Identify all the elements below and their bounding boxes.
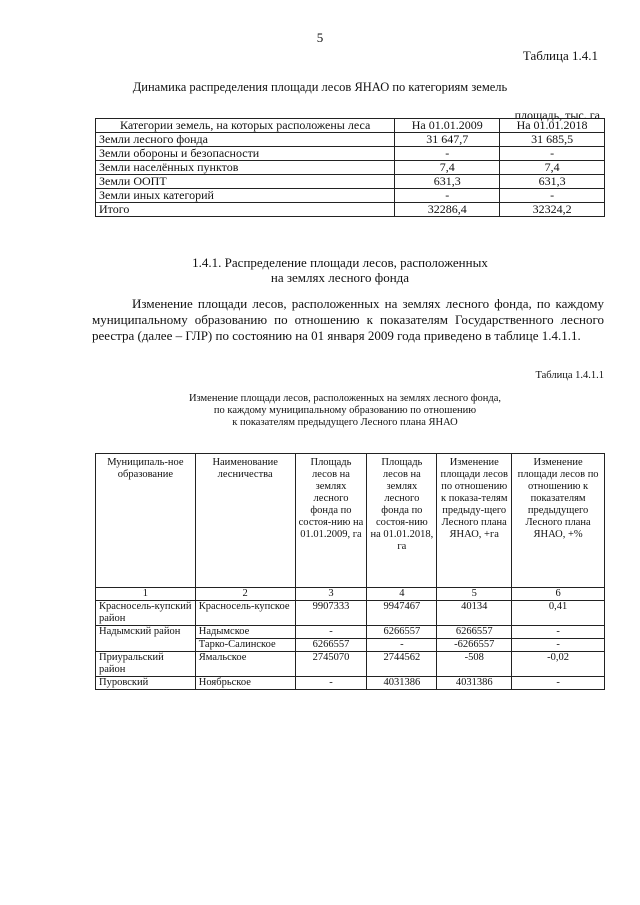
section-heading: [0, 255, 640, 285]
category-cell: Итого: [96, 203, 395, 217]
table-row: [96, 652, 605, 677]
header-forestry: Наименование лесничества: [195, 454, 295, 588]
value-cell: 2744562: [367, 652, 437, 677]
forestry-cell: Надымское: [195, 626, 295, 639]
value-cell: 631,3: [395, 175, 500, 189]
header-2009: На 01.01.2009: [395, 119, 500, 133]
value-cell: -: [500, 147, 605, 161]
table1-unit: площадь, тыс. га: [514, 108, 600, 122]
table2-title: [0, 393, 640, 429]
category-cell: Земли обороны и безопасности: [96, 147, 395, 161]
value-cell: -: [512, 626, 605, 639]
value-cell: 6266557: [367, 626, 437, 639]
column-index: 1: [96, 588, 196, 601]
forestry-cell: Ноябрьское: [195, 677, 295, 690]
column-index: 4: [367, 588, 437, 601]
value-cell: 31 647,7: [395, 133, 500, 147]
table2-title-line: Изменение площади лесов, расположенных на землях лесного фонда,: [188, 393, 502, 404]
value-cell: 6266557: [295, 639, 367, 652]
forestry-cell: Ямальское: [195, 652, 295, 677]
value-cell: -: [500, 189, 605, 203]
header-municipality: Муниципаль-ное образование: [96, 454, 196, 588]
body-paragraph: Изменение площади лесов, расположенных на землях лесного фонда, по каждому муниципальному образованию по отношению к показателям Государственного лесного реестра (далее – ГЛР) по состоянию на 01 января 2009 года приведено в таблице 1.4.1.1.: [92, 296, 604, 343]
land-category-table: [95, 118, 605, 217]
value-cell: -508: [437, 652, 512, 677]
value-cell: 4031386: [437, 677, 512, 690]
value-cell: 40134: [437, 601, 512, 626]
value-cell: -: [395, 189, 500, 203]
category-cell: Земли населённых пунктов: [96, 161, 395, 175]
table-row: [96, 601, 605, 626]
table-row: [96, 133, 605, 147]
value-cell: -: [367, 639, 437, 652]
header-area-2018: Площадь лесов на землях лесного фонда по состоя-нию на 01.01.2018, га: [367, 454, 437, 588]
table-header-row: [96, 454, 605, 588]
value-cell: -: [512, 677, 605, 690]
column-index: 6: [512, 588, 605, 601]
table2-label: Таблица 1.4.1.1: [535, 370, 604, 381]
value-cell: 9907333: [295, 601, 367, 626]
value-cell: 32286,4: [395, 203, 500, 217]
table1-label: Таблица 1.4.1: [522, 48, 598, 63]
value-cell: 631,3: [500, 175, 605, 189]
municipality-cell: Пуровский: [96, 677, 196, 690]
forestry-cell: Тарко-Салинское: [195, 639, 295, 652]
table-row: [96, 161, 605, 175]
value-cell: 6266557: [437, 626, 512, 639]
value-cell: -0,02: [512, 652, 605, 677]
header-area-2009: Площадь лесов на землях лесного фонда по состоя-нию на 01.01.2009, га: [295, 454, 367, 588]
section-heading-line: на землях лесного фонда: [270, 270, 410, 285]
header-change-pct: Изменение площади лесов по отношению к показателям предыдущего Лесного плана ЯНАО, +%: [512, 454, 605, 588]
header-2018: На 01.01.2018: [500, 119, 605, 133]
table-row: [96, 175, 605, 189]
municipality-cell: Приуральский район: [96, 652, 196, 677]
municipal-forest-table: [95, 453, 605, 690]
section-heading-line: 1.4.1. Распределение площади лесов, расположенных: [192, 255, 488, 270]
table-row: [96, 189, 605, 203]
table1-title: Динамика распределения площади лесов ЯНАО по категориям земель: [132, 80, 508, 94]
table-row: [96, 626, 605, 639]
page-number: 5: [316, 30, 324, 45]
value-cell: -: [395, 147, 500, 161]
municipality-cell: Красносель-купский район: [96, 601, 196, 626]
column-index: 2: [195, 588, 295, 601]
value-cell: -: [512, 639, 605, 652]
value-cell: -: [295, 677, 367, 690]
forestry-cell: Красносель-купское: [195, 601, 295, 626]
category-cell: Земли иных категорий: [96, 189, 395, 203]
category-cell: Земли лесного фонда: [96, 133, 395, 147]
category-cell: Земли ООПТ: [96, 175, 395, 189]
column-index-row: [96, 588, 605, 601]
value-cell: 31 685,5: [500, 133, 605, 147]
value-cell: 2745070: [295, 652, 367, 677]
value-cell: 9947467: [367, 601, 437, 626]
table-row: [96, 677, 605, 690]
column-index: 3: [295, 588, 367, 601]
value-cell: 32324,2: [500, 203, 605, 217]
value-cell: -: [295, 626, 367, 639]
table-row: [96, 147, 605, 161]
table-header-row: [96, 119, 605, 133]
value-cell: 0,41: [512, 601, 605, 626]
table2-title-line: к показателям предыдущего Лесного плана ЯНАО: [232, 417, 458, 428]
header-category: Категории земель, на которых расположены леса: [96, 119, 395, 133]
table-total-row: [96, 203, 605, 217]
value-cell: -6266557: [437, 639, 512, 652]
value-cell: 7,4: [500, 161, 605, 175]
value-cell: 4031386: [367, 677, 437, 690]
municipality-cell: Надымский район: [96, 626, 196, 652]
table2-title-line: по каждому муниципальному образованию по отношению: [213, 405, 477, 416]
header-change-ha: Изменение площади лесов по отношению к показа-телям предыду-щего Лесного плана ЯНАО, +га: [437, 454, 512, 588]
value-cell: 7,4: [395, 161, 500, 175]
column-index: 5: [437, 588, 512, 601]
